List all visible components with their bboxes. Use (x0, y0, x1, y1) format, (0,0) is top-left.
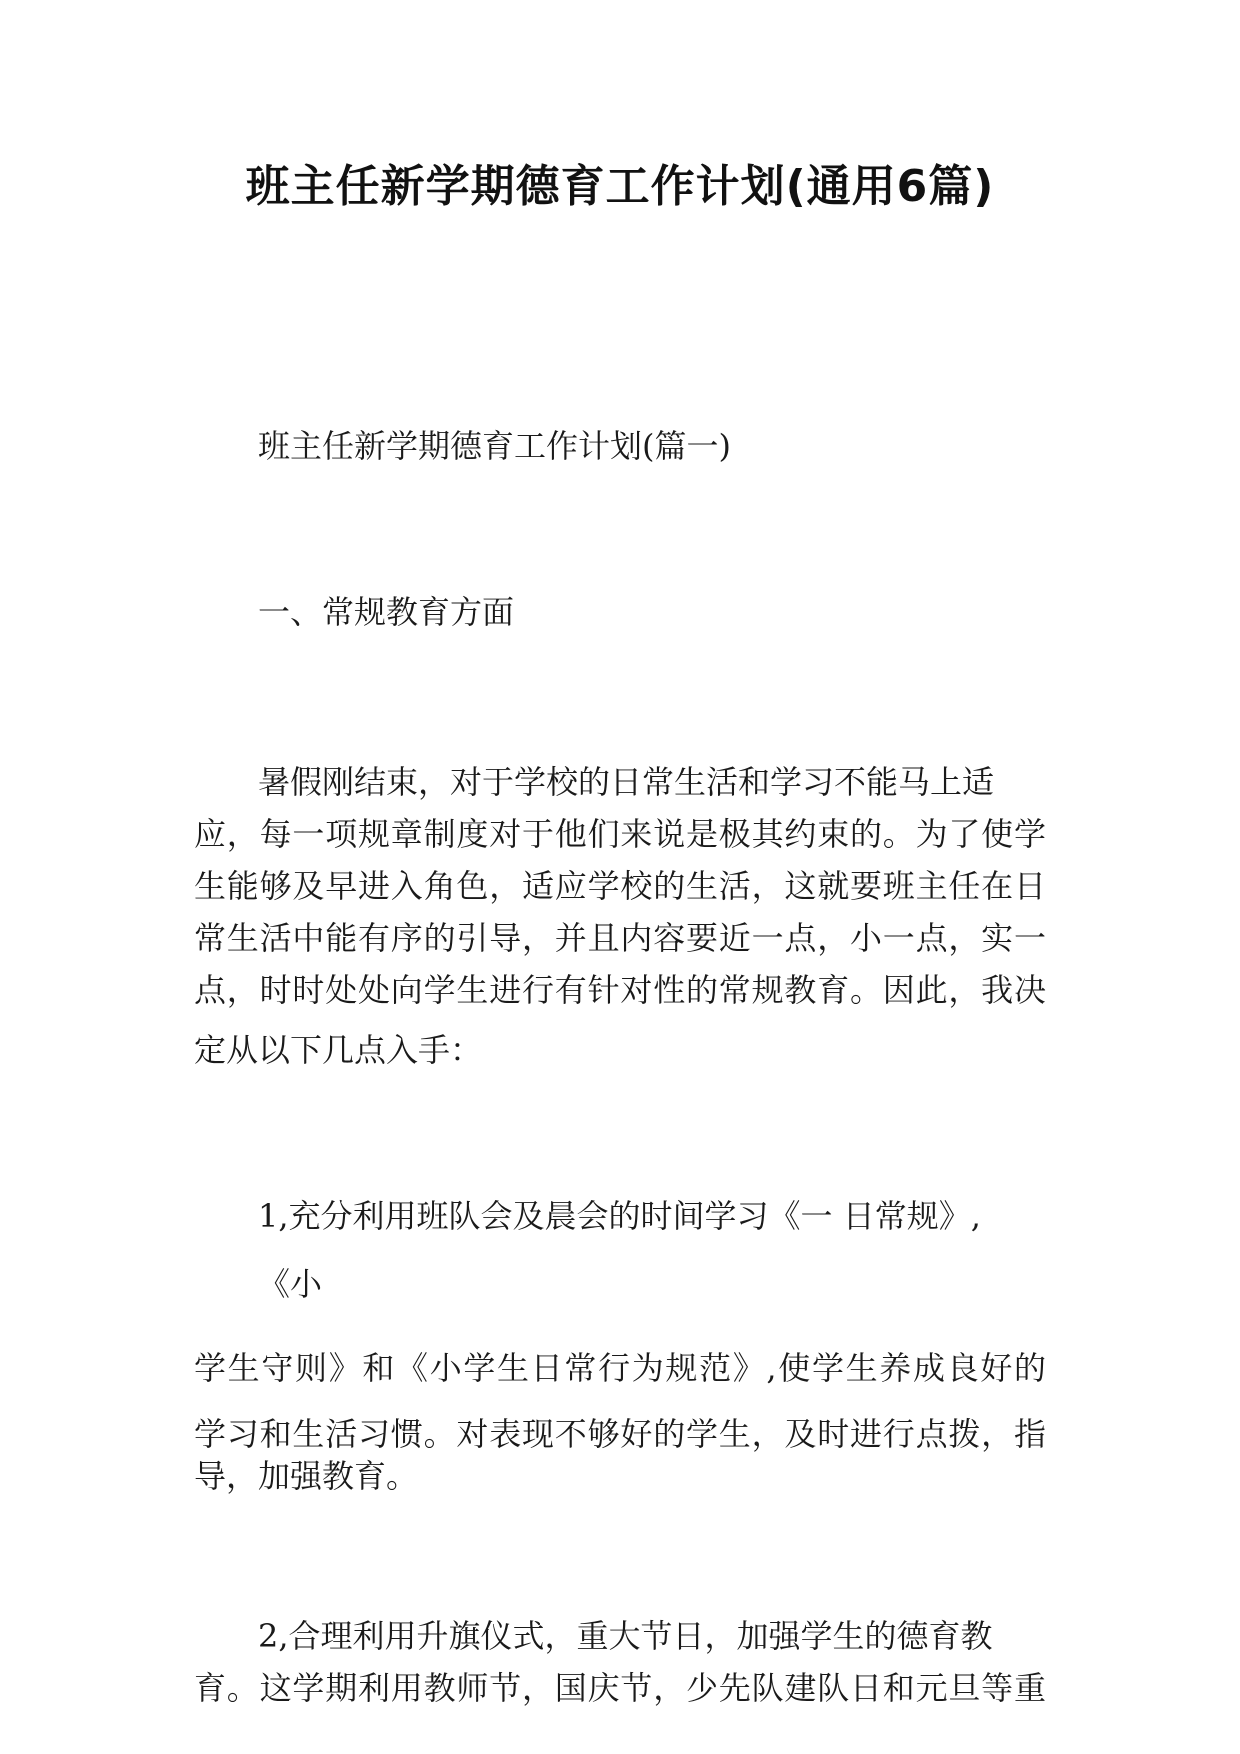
paragraph-line: 暑假刚结束，对于学校的日常生活和学习不能马上适 (258, 763, 995, 801)
list-item-line: 2,合理利用升旗仪式，重大节日，加强学生的德育教 (258, 1617, 993, 1655)
list-item-line: 1,充分利用班队会及晨会的时间学习《一 日常规》, (258, 1197, 981, 1235)
section-heading: 班主任新学期德育工作计划(篇一) (258, 427, 731, 465)
list-item-line: 学生守则》和《小学生日常行为规范》,使学生养成良好的 (194, 1349, 1046, 1387)
list-item-line: 《小 (258, 1265, 323, 1303)
document-title: 班主任新学期德育工作计划(通用6篇) (245, 161, 995, 212)
subsection-heading: 一、常规教育方面 (258, 593, 515, 631)
list-item-line: 导，加强教育。 (194, 1457, 419, 1495)
paragraph-line: 点，时时处处向学生进行有针对性的常规教育。因此，我决 (194, 971, 1046, 1009)
paragraph-line: 定从以下几点入手： (194, 1031, 483, 1069)
paragraph-line: 应，每一项规章制度对于他们来说是极其约束的。为了使学 (194, 815, 1046, 853)
paragraph-line: 生能够及早进入角色，适应学校的生活，这就要班主任在日 (194, 867, 1046, 905)
list-item-line: 育。这学期利用教师节，国庆节，少先队建队日和元旦等重 (194, 1669, 1046, 1707)
paragraph-line: 常生活中能有序的引导，并且内容要近一点，小一点，实一 (194, 919, 1046, 957)
list-item-line: 学习和生活习惯。对表现不够好的学生，及时进行点拨，指 (194, 1415, 1046, 1453)
